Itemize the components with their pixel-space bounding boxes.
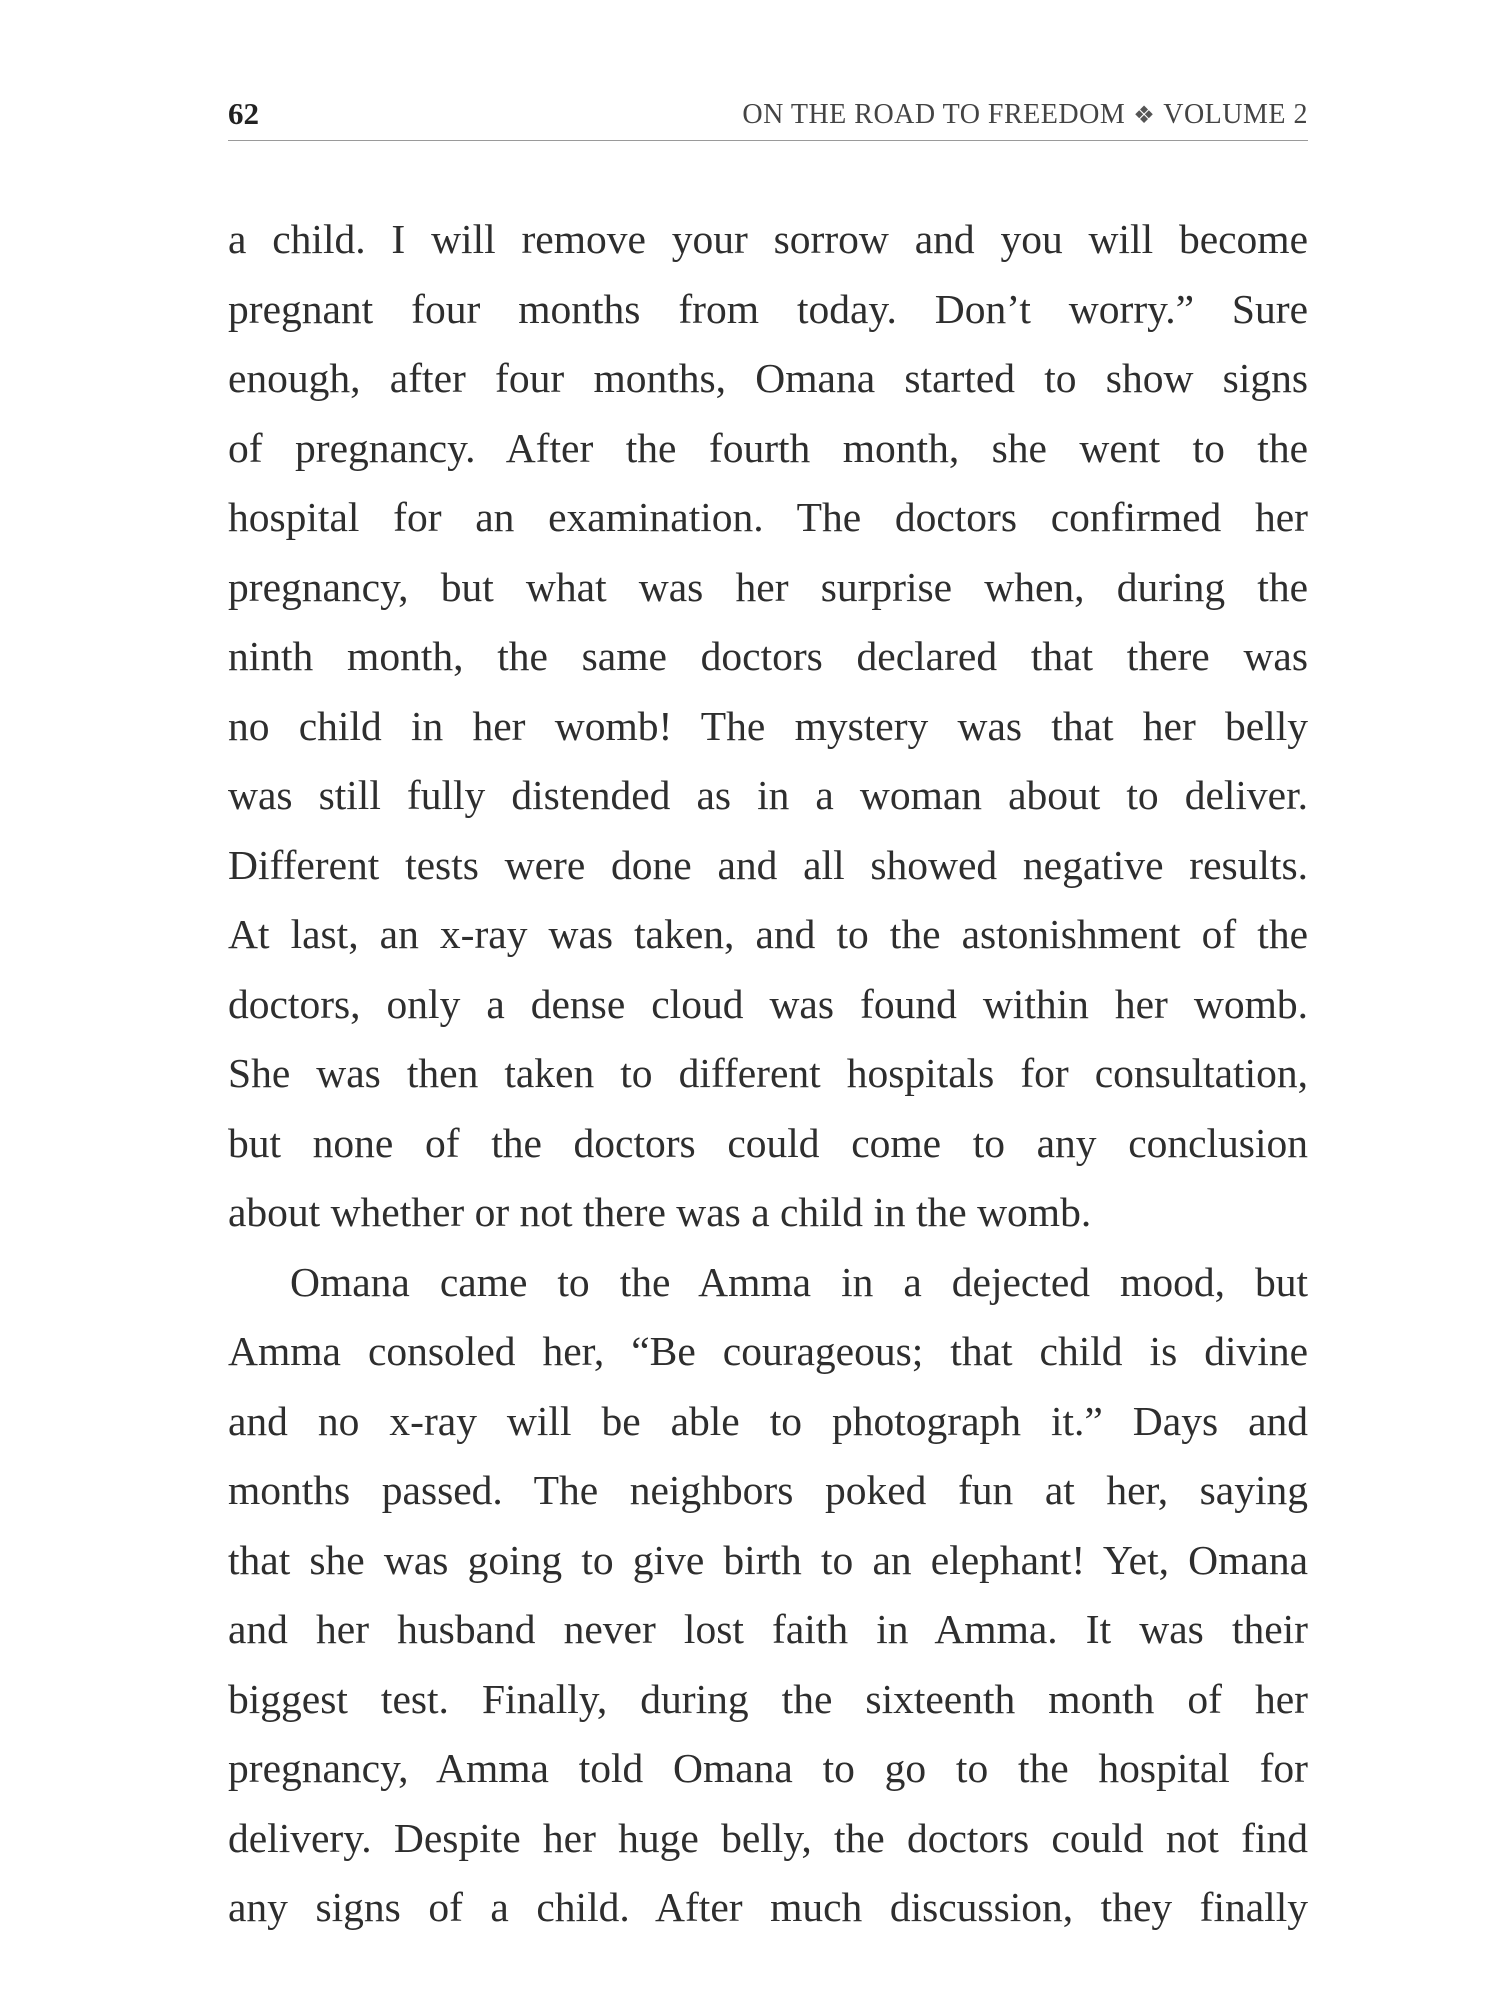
ornament-separator-icon: ❖ <box>1133 103 1156 129</box>
paragraph-2 <box>228 1248 1308 1943</box>
running-header <box>228 92 1308 141</box>
text-line: delivery. Despite her huge belly, the doctors could not find <box>228 1814 1308 1861</box>
text-line: and no x-ray will be able to photograph it.” Days and <box>228 1397 1308 1444</box>
book-title: ON THE ROAD TO FREEDOM <box>742 99 1126 130</box>
volume-label: VOLUME 2 <box>1163 99 1308 130</box>
running-title <box>742 98 1308 133</box>
text-line: but none of the doctors could come to any conclusion <box>228 1119 1308 1166</box>
text-line: pregnancy, Amma told Omana to go to the hospital for <box>228 1745 1308 1791</box>
body-text <box>228 205 1308 1943</box>
text-line: Omana came to the Amma in a dejected mood, but <box>290 1258 1308 1305</box>
text-line: ninth month, the same doctors declared that there was <box>228 633 1308 679</box>
text-line: of pregnancy. After the fourth month, she went to the <box>228 424 1308 471</box>
text-line: At last, an x-ray was taken, and to the astonishment of the <box>228 911 1308 957</box>
text-line: pregnant four months from today. Don’t worry.” Sure <box>228 285 1308 332</box>
text-line: She was then taken to different hospitals for consultation, <box>228 1050 1308 1096</box>
text-line: was still fully distended as in a woman about to deliver. <box>228 772 1308 818</box>
text-line: any signs of a child. After much discussion, they finally <box>228 1884 1308 1930</box>
text-line: no child in her womb! The mystery was that her belly <box>228 702 1308 749</box>
text-line: enough, after four months, Omana started to show signs <box>228 355 1308 401</box>
text-line: hospital for an examination. The doctors confirmed her <box>228 494 1308 540</box>
text-line: pregnancy, but what was her surprise when, during the <box>228 563 1308 610</box>
paragraph-1 <box>228 205 1308 1248</box>
text-line: Amma consoled her, “Be courageous; that child is divine <box>228 1328 1308 1374</box>
text-line: biggest test. Finally, during the sixteenth month of her <box>228 1675 1308 1722</box>
text-line: doctors, only a dense cloud was found within her womb. <box>228 980 1308 1027</box>
text-line: a child. I will remove your sorrow and you will become <box>228 216 1308 262</box>
text-line: Different tests were done and all showed negative results. <box>228 841 1308 888</box>
page-number: 62 <box>228 96 259 131</box>
text-line: about whether or not there was a child in the womb. <box>228 1189 1092 1235</box>
text-line: months passed. The neighbors poked fun at her, saying <box>228 1467 1308 1513</box>
text-line: and her husband never lost faith in Amma. It was their <box>228 1606 1308 1652</box>
text-line: that she was going to give birth to an elephant! Yet, Omana <box>228 1536 1308 1583</box>
